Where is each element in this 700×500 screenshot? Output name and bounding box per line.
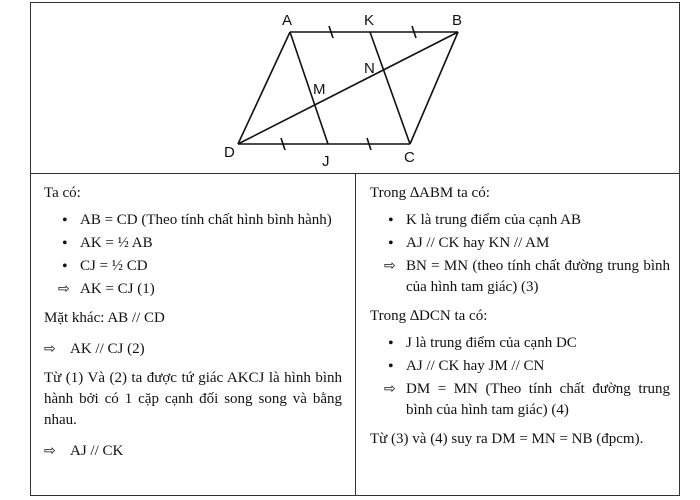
left-line-2: Mặt khác: AB // CD	[44, 310, 165, 326]
right-column	[370, 173, 670, 450]
right-intro-1: Trong ∆ABM ta có:	[370, 185, 490, 201]
left-paragraph: Từ (1) Và (2) ta được tứ giác AKCJ là hình bình hành bởi có 1 cặp cạnh đối song song và bằng nhau.	[44, 370, 342, 428]
left-item-ak: • AK = ½ AB	[62, 233, 342, 254]
left-item-ab-cd: • AB = CD (Theo tính chất hình bình hành)	[62, 210, 342, 231]
column-divider	[355, 173, 356, 496]
edge-da	[238, 32, 290, 144]
right-item-k-midpoint: • K là trung điểm của cạnh AB	[388, 210, 670, 231]
right-item-aj-ck-2: • AJ // CK hay JM // CN	[388, 356, 670, 377]
left-intro: Ta có:	[44, 185, 81, 201]
left-result-1: ⇨ AK = CJ (1)	[62, 279, 342, 300]
right-result-1: ⇨ BN = MN (theo tính chất đường trung bình của hình tam giác) (3)	[388, 256, 670, 298]
label-j: J	[322, 153, 330, 170]
right-item-aj-ck: • AJ // CK hay KN // AM	[388, 233, 670, 254]
label-m: M	[313, 81, 326, 98]
label-a: A	[282, 12, 293, 29]
label-d: D	[224, 144, 235, 161]
left-list-1	[44, 210, 342, 300]
left-result-2: ⇨ AK // CJ (2)	[44, 339, 342, 360]
right-result-2: ⇨ DM = MN (Theo tính chất đường trung bình của hình tam giác) (4)	[388, 379, 670, 421]
parallelogram-figure	[218, 6, 478, 172]
label-n: N	[364, 60, 375, 77]
left-result-3: ⇨ AJ // CK	[44, 441, 342, 462]
edge-bc	[410, 32, 458, 144]
right-list-2	[370, 333, 670, 421]
right-intro-2: Trong ∆DCN ta có:	[370, 308, 488, 324]
right-conclusion: Từ (3) và (4) suy ra DM = MN = NB (đpcm).	[370, 431, 644, 447]
diagonal-db	[238, 32, 458, 144]
label-k: K	[364, 12, 375, 29]
right-item-j-midpoint: • J là trung điểm của cạnh DC	[388, 333, 670, 354]
label-c: C	[404, 149, 415, 166]
left-item-cj: • CJ = ½ CD	[62, 256, 342, 277]
right-list-1	[370, 210, 670, 298]
segment-kc	[370, 32, 410, 144]
label-b: B	[452, 12, 463, 29]
left-column	[44, 173, 342, 462]
